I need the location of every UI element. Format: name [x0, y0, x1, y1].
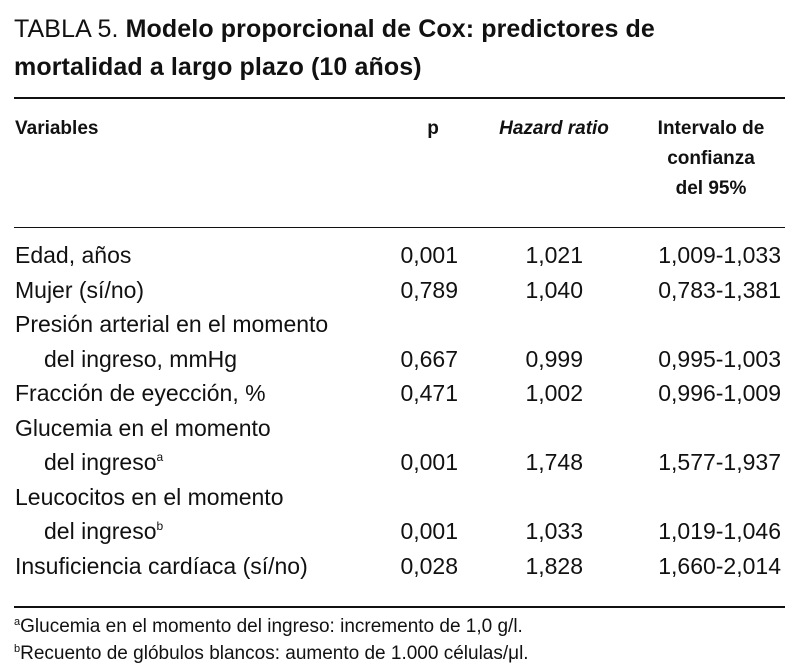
cell-variable: Presión arterial en el momento — [15, 311, 329, 337]
table-title — [14, 10, 785, 86]
cell-hazard-ratio: 1,002 — [525, 380, 583, 406]
cell-variable: Insuficiencia cardíaca (sí/no) — [15, 552, 308, 579]
header-ci-line3: del 95% — [675, 178, 747, 199]
table-row-label-line — [14, 307, 785, 342]
header-variables: Variables — [15, 118, 99, 139]
table-row-label-line — [14, 480, 785, 515]
cell-p: 0,001 — [400, 449, 458, 475]
cell-p: 0,001 — [400, 242, 458, 268]
cell-ci: 0,995-1,003 — [658, 345, 781, 372]
cell-variable-text: del ingreso — [44, 518, 157, 544]
cell-hazard-ratio: 1,748 — [525, 449, 583, 475]
table-body — [14, 238, 785, 583]
bottom-rule — [14, 606, 785, 608]
footnote-mark: a — [14, 616, 21, 628]
cell-p: 0,471 — [400, 380, 458, 406]
cell-variable-continued — [44, 445, 163, 480]
header-ci-line1: Intervalo de — [657, 118, 765, 139]
table-row — [14, 445, 785, 480]
header-confidence-interval — [626, 114, 796, 204]
footnote-a — [14, 613, 785, 640]
table-row — [14, 342, 785, 377]
cell-ci: 1,019-1,046 — [658, 518, 781, 544]
table-row — [14, 238, 785, 273]
table-figure — [14, 10, 785, 664]
footnote-text: Glucemia en el momento del ingreso: incremento de 1,0 g/l. — [20, 616, 523, 637]
header-rule — [14, 227, 785, 228]
footnote-marker: b — [156, 519, 164, 533]
footnote-marker: a — [156, 450, 164, 464]
cell-ci: 1,577-1,937 — [658, 449, 781, 475]
table-title-line1: Modelo proporcional de Cox: predictores de — [125, 15, 655, 43]
cell-variable-continued: del ingreso, mmHg — [44, 345, 238, 372]
table-title-line2: mortalidad a largo plazo (10 años) — [14, 53, 422, 81]
header-p: p — [427, 118, 439, 139]
cell-hazard-ratio: 1,021 — [525, 242, 583, 268]
cell-hazard-ratio: 1,040 — [525, 276, 583, 303]
cell-variable-text: del ingreso — [44, 449, 157, 475]
cell-hazard-ratio: 1,033 — [525, 518, 583, 544]
cell-p: 0,028 — [400, 552, 458, 579]
cell-ci: 0,783-1,381 — [658, 276, 781, 303]
footnote-b — [14, 640, 785, 667]
cell-ci: 0,996-1,009 — [658, 380, 781, 406]
table-row — [14, 376, 785, 411]
cell-ci: 1,660-2,014 — [658, 552, 781, 579]
footnote-text: Recuento de glóbulos blancos: aumento de 1.000 células/μl. — [20, 643, 529, 664]
cell-hazard-ratio: 0,999 — [525, 345, 583, 372]
cell-variable-continued — [44, 514, 163, 549]
cell-variable: Glucemia en el momento — [15, 414, 271, 441]
cell-variable: Edad, años — [15, 242, 132, 268]
cell-ci: 1,009-1,033 — [658, 242, 781, 268]
footnote-mark: b — [14, 643, 21, 655]
header-ci-line2: confianza — [667, 148, 755, 169]
table-row — [14, 514, 785, 549]
cell-variable: Leucocitos en el momento — [15, 483, 284, 510]
table-row-label-line — [14, 411, 785, 446]
cell-p: 0,001 — [400, 518, 458, 544]
cell-p: 0,789 — [400, 276, 458, 303]
cell-hazard-ratio: 1,828 — [525, 552, 583, 579]
cell-variable: Fracción de eyección, % — [15, 380, 266, 406]
cell-p: 0,667 — [400, 345, 458, 372]
header-hazard-ratio: Hazard ratio — [499, 118, 609, 139]
table-footnotes — [14, 613, 785, 667]
cell-variable: Mujer (sí/no) — [15, 276, 145, 303]
top-rule — [14, 97, 785, 99]
table-label: TABLA 5. — [14, 15, 119, 43]
table-row — [14, 549, 785, 584]
table-row — [14, 273, 785, 308]
